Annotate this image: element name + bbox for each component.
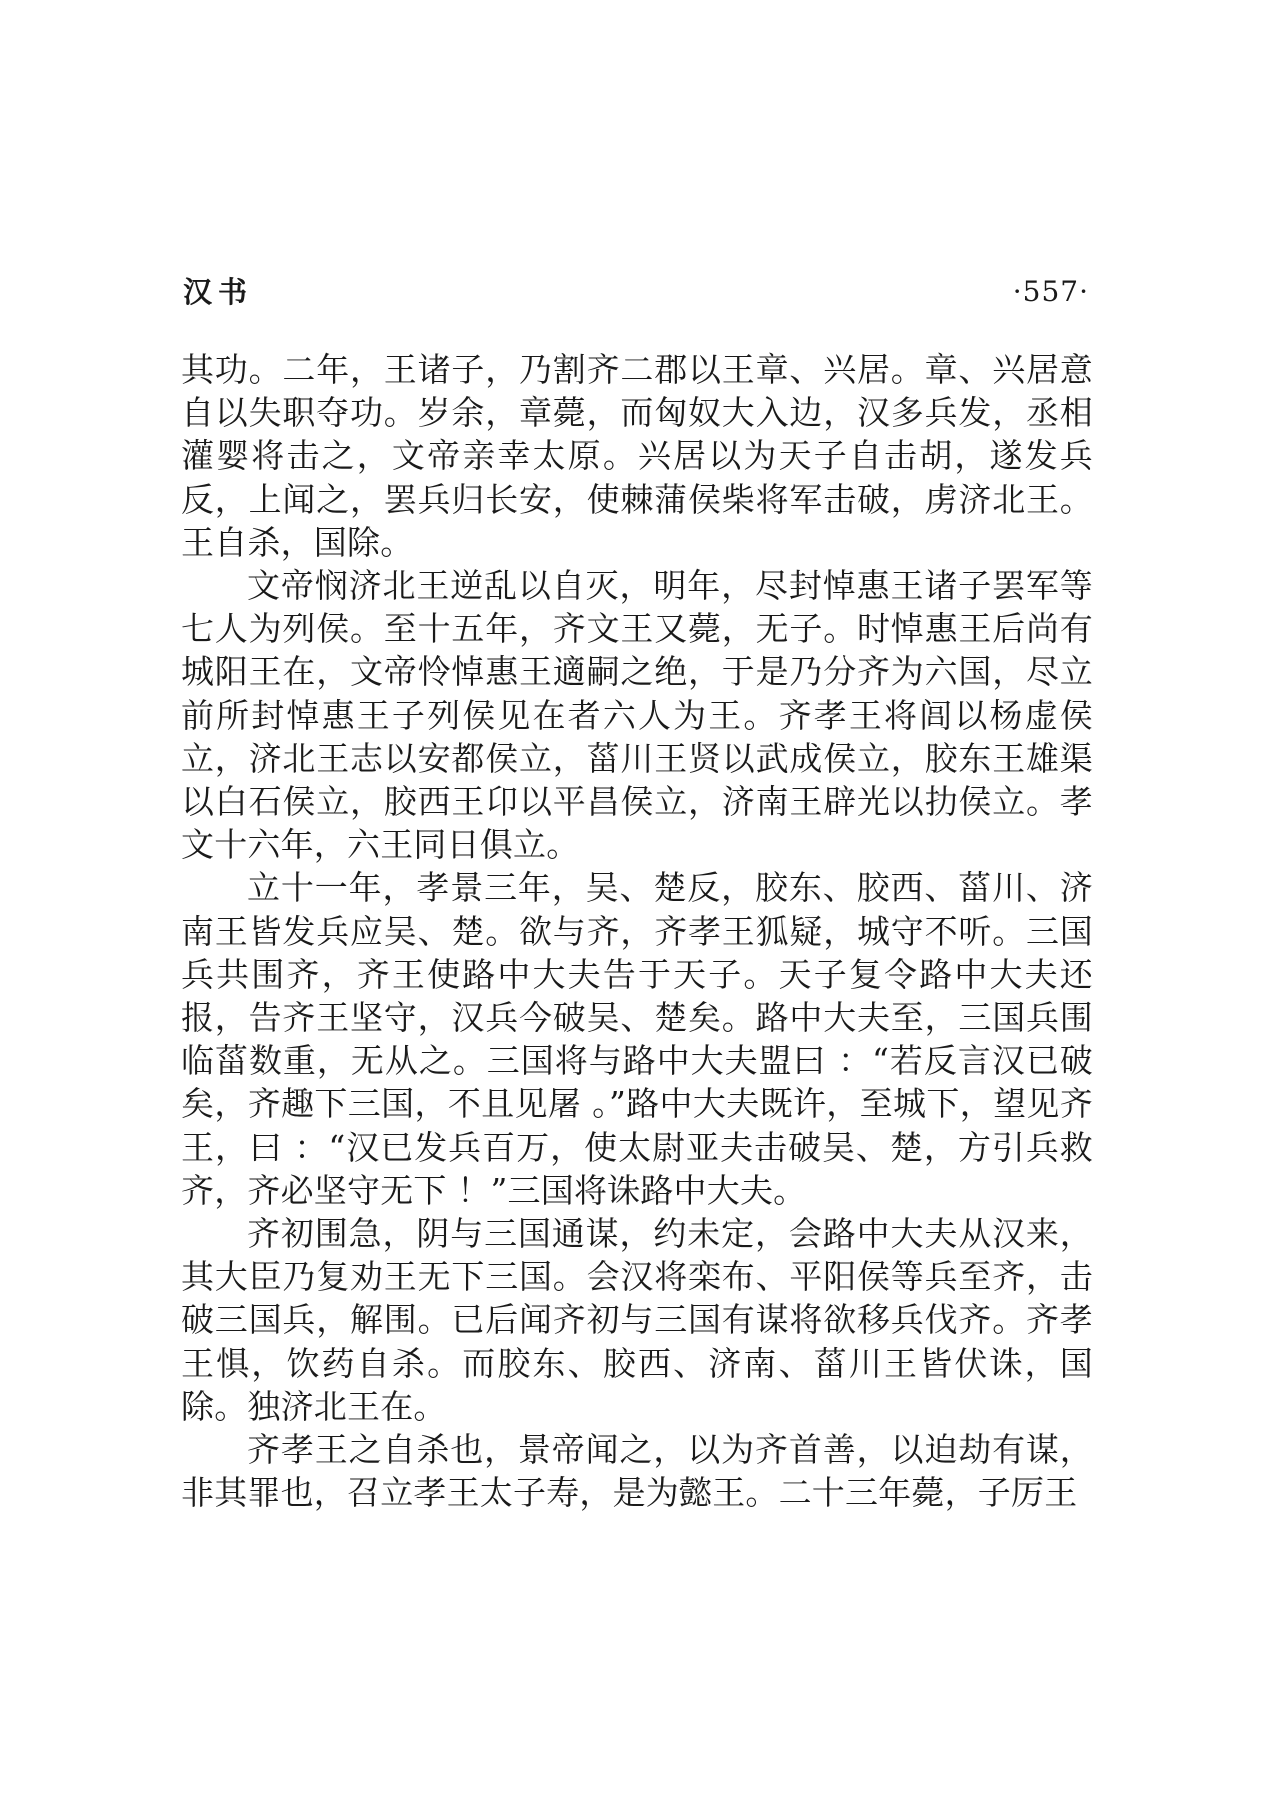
running-header bbox=[183, 270, 1089, 314]
paragraph: 其功。二年，王诸子，乃割齐二郡以王章、兴居。章、兴居意自以失职夺功。岁余，章薨，而匈奴大入边，汉多兵发，丞相灌婴将击之，文帝亲幸太原。兴居以为天子自击胡，遂发兵反，上闻之，罢兵归长安，使棘蒲侯柴将军击破，虏济北王。王自杀，国除。 bbox=[181, 350, 1093, 562]
paragraph: 文帝悯济北王逆乱以自灭，明年，尽封悼惠王诸子罢军等七人为列侯。至十五年，齐文王又薨，无子。时悼惠王后尚有城阳王在，文帝怜悼惠王適嗣之绝，于是乃分齐为六国，尽立前所封悼惠王子列侯见在者六人为王。齐孝王将闾以杨虚侯立，济北王志以安都侯立，菑川王贤以武成侯立，胶东王雄渠以白石侯立，胶西王卬以平昌侯立，济南王辟光以扐侯立。孝文十六年，六王同日俱立。 bbox=[181, 566, 1093, 865]
page-number: ·557· bbox=[1012, 275, 1089, 308]
book-title: 汉书 bbox=[183, 275, 254, 309]
paragraph: 齐孝王之自杀也，景帝闻之，以为齐首善，以迫劫有谋，非其罪也，召立孝王太子寿，是为懿王。二十三年薨，子厉王 bbox=[181, 1430, 1093, 1513]
paragraph: 立十一年，孝景三年，吴、楚反，胶东、胶西、菑川、济南王皆发兵应吴、楚。欲与齐，齐孝王狐疑，城守不听。三国兵共围齐，齐王使路中大夫告于天子。天子复令路中大夫还报，告齐王坚守，汉兵今破吴、楚矣。路中大夫至，三国兵围临菑数重，无从之。三国将与路中大夫盟曰 ：“若反言汉已破矣，齐趣下三国，不且见屠 。”路中大夫既许，至城下，望见齐王，曰 ：“汉已发兵百万，使太尉亚夫击破吴、楚，方引兵救齐，齐必坚守无下 ！”三国将诛路中大夫。 bbox=[181, 868, 1093, 1210]
paragraph: 齐初围急，阴与三国通谋，约未定，会路中大夫从汉来，其大臣乃复劝王无下三国。会汉将栾布、平阳侯等兵至齐，击破三国兵，解围。已后闻齐初与三国有谋将欲移兵伐齐。齐孝王惧，饮药自杀。而胶东、胶西、济南、菑川王皆伏诛，国除。独济北王在。 bbox=[181, 1214, 1093, 1426]
body-text bbox=[181, 348, 1093, 1514]
